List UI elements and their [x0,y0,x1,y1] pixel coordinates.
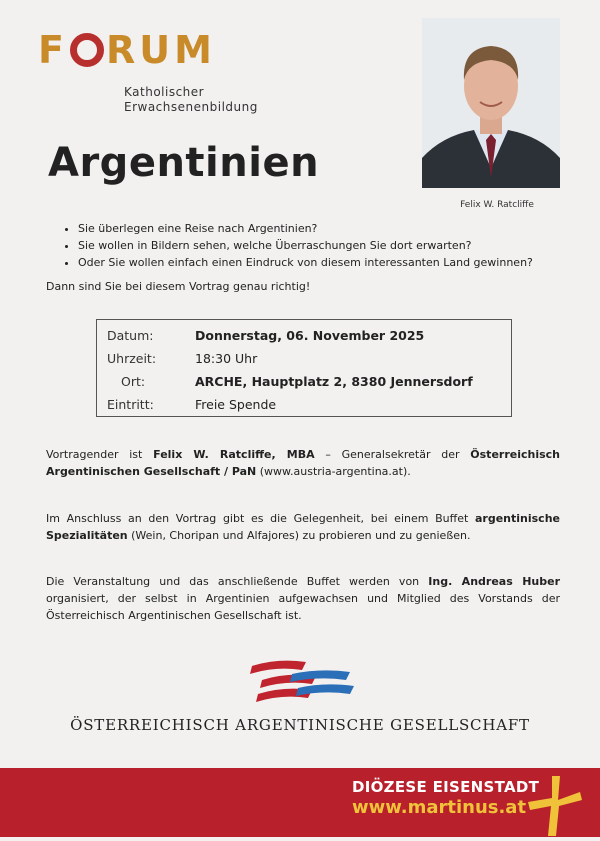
info-row-date [97,326,511,346]
info-label: Uhrzeit: [107,351,157,366]
info-label: Datum: [107,328,154,343]
cross-icon [526,770,586,837]
speaker-photo [422,18,560,188]
text-span: (Wein, Choripan und Alfajores) zu probieren und zu genießen. [127,529,471,542]
text-span: organisiert, der selbst in Argentinien aufgewachsen und Mitglied des Vorstands der Österreichisch Argentinischen Gesellschaft ist. [46,592,560,622]
forum-sub-line-2: Erwachsenenbildung [124,100,258,114]
organisation-title: ÖSTERREICHISCH ARGENTINISCHE GESELLSCHAFT [70,716,530,734]
list-item: • Oder Sie wollen einfach einen Eindruck von diesem interessanten Land gewinnen? [78,254,533,271]
page-title: Argentinien [48,140,320,186]
info-label: Ort: [121,374,146,389]
forum-logo [38,28,258,118]
list-item: • Sie wollen in Bildern sehen, welche Überraschungen Sie dort erwarten? [78,237,533,254]
info-value: 18:30 Uhr [195,351,258,366]
photo-caption: Felix W. Ratcliffe [460,200,534,210]
event-info-box [96,319,512,417]
info-row-time [97,349,511,369]
info-row-location [97,372,511,392]
info-value: ARCHE, Hauptplatz 2, 8380 Jennersdorf [195,374,473,389]
diocese-website: www.martinus.at [352,797,527,818]
specialties-text: argentinische Spezialitäten [46,512,560,542]
info-label: Eintritt: [107,397,154,412]
forum-sub-line-1: Katholischer [124,85,205,99]
text-span: Im Anschluss an den Vortrag gibt es die Gelegenheit, bei einem Buffet [46,512,475,525]
info-value: Freie Spende [195,397,277,412]
info-value: Donnerstag, 06. November 2025 [195,328,425,343]
text-span: – Generalsekretär der [314,448,471,461]
intro-text: Dann sind Sie bei diesem Vortrag genau richtig! [46,280,311,293]
organiser-name: Ing. Andreas Huber [428,575,560,588]
bullet-list [60,220,533,271]
oag-flag-logo-icon [248,656,358,706]
forum-logo-word: F RUM [38,28,216,72]
speaker-name: Felix W. Ratcliffe, MBA [153,448,315,461]
organisation-name: Österreichisch Argentinischen Gesellschaft / PaN [46,448,560,478]
forum-o-ring-icon [70,33,104,67]
text-span: Die Veranstaltung und das anschließende Buffet werden von [46,575,429,588]
organiser-paragraph [46,573,560,624]
list-item: • Sie überlegen eine Reise nach Argentinien? [78,220,533,237]
text-span: (www.austria-argentina.at). [256,465,411,478]
speaker-paragraph [46,446,560,480]
info-row-admission [97,395,511,415]
diocese-name: DIÖZESE EISENSTADT [352,778,540,796]
text-span: Vortragender ist [46,448,154,461]
buffet-paragraph [46,510,560,544]
forum-logo-subtitle [124,85,258,115]
